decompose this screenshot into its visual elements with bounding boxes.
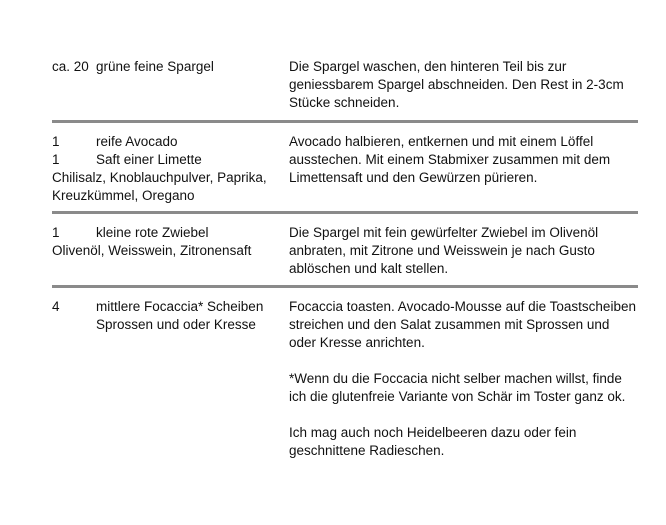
ingredient-line <box>52 58 289 76</box>
ingredients-column <box>52 58 289 120</box>
recipe-step-4 <box>52 288 638 460</box>
ingredient-line <box>52 316 289 334</box>
instruction-note: *Wenn du die Foccacia nicht selber machen willst, finde ich die glutenfreie Variante von Schär im Toster ganz ok. <box>289 371 626 404</box>
instructions-column <box>289 58 638 120</box>
ingredient-name: Sprossen und oder Kresse <box>96 317 256 332</box>
ingredient-line <box>52 298 289 316</box>
ingredient-quantity: 1 <box>52 225 60 240</box>
ingredient-line <box>52 133 289 151</box>
recipe-step-1 <box>52 58 638 120</box>
ingredient-quantity: 1 <box>52 152 60 167</box>
instruction-text: Focaccia toasten. Avocado-Mousse auf die Toastscheiben streichen und den Salat zusammen mit Sprossen und oder Kresse anrichten. <box>289 299 636 350</box>
ingredients-column <box>52 224 289 285</box>
ingredients-column <box>52 133 289 211</box>
ingredient-extras: Olivenöl, Weisswein, Zitronensaft <box>52 243 252 258</box>
ingredient-name: grüne feine Spargel <box>96 59 214 74</box>
instructions-column <box>289 298 638 460</box>
ingredients-column <box>52 298 289 460</box>
instruction-text: Die Spargel waschen, den hinteren Teil bis zur geniessbarem Spargel abschneiden. Den Rest in 2-3cm Stücke schneiden. <box>289 59 624 110</box>
ingredient-quantity: ca. 20 <box>52 59 89 74</box>
ingredient-spices: Chilisalz, Knoblauchpulver, Paprika, Kreuzkümmel, Oregano <box>52 170 267 203</box>
instructions-column <box>289 133 638 211</box>
instructions-column <box>289 224 638 285</box>
ingredient-line <box>52 224 289 242</box>
ingredient-name: kleine rote Zwiebel <box>96 225 209 240</box>
instruction-text: Avocado halbieren, entkernen und mit einem Löffel ausstechen. Mit einem Stabmixer zusammen mit dem Limettensaft und den Gewürzen pürieren. <box>289 134 611 185</box>
instruction-tip: Ich mag auch noch Heidelbeeren dazu oder fein geschnittene Radieschen. <box>289 425 577 458</box>
ingredient-quantity: 4 <box>52 299 60 314</box>
instruction-text: Die Spargel mit fein gewürfelter Zwiebel im Olivenöl anbraten, mit Zitrone und Weisswein je nach Gusto ablöschen und kalt stellen. <box>289 225 599 276</box>
recipe-step-3 <box>52 214 638 285</box>
ingredient-line <box>52 151 289 169</box>
recipe-step-2 <box>52 123 638 211</box>
ingredient-name: reife Avocado <box>96 134 178 149</box>
recipe-page <box>52 58 638 460</box>
ingredient-name: Saft einer Limette <box>96 152 202 167</box>
ingredient-quantity: 1 <box>52 134 60 149</box>
ingredient-name: mittlere Focaccia* Scheiben <box>96 299 264 314</box>
